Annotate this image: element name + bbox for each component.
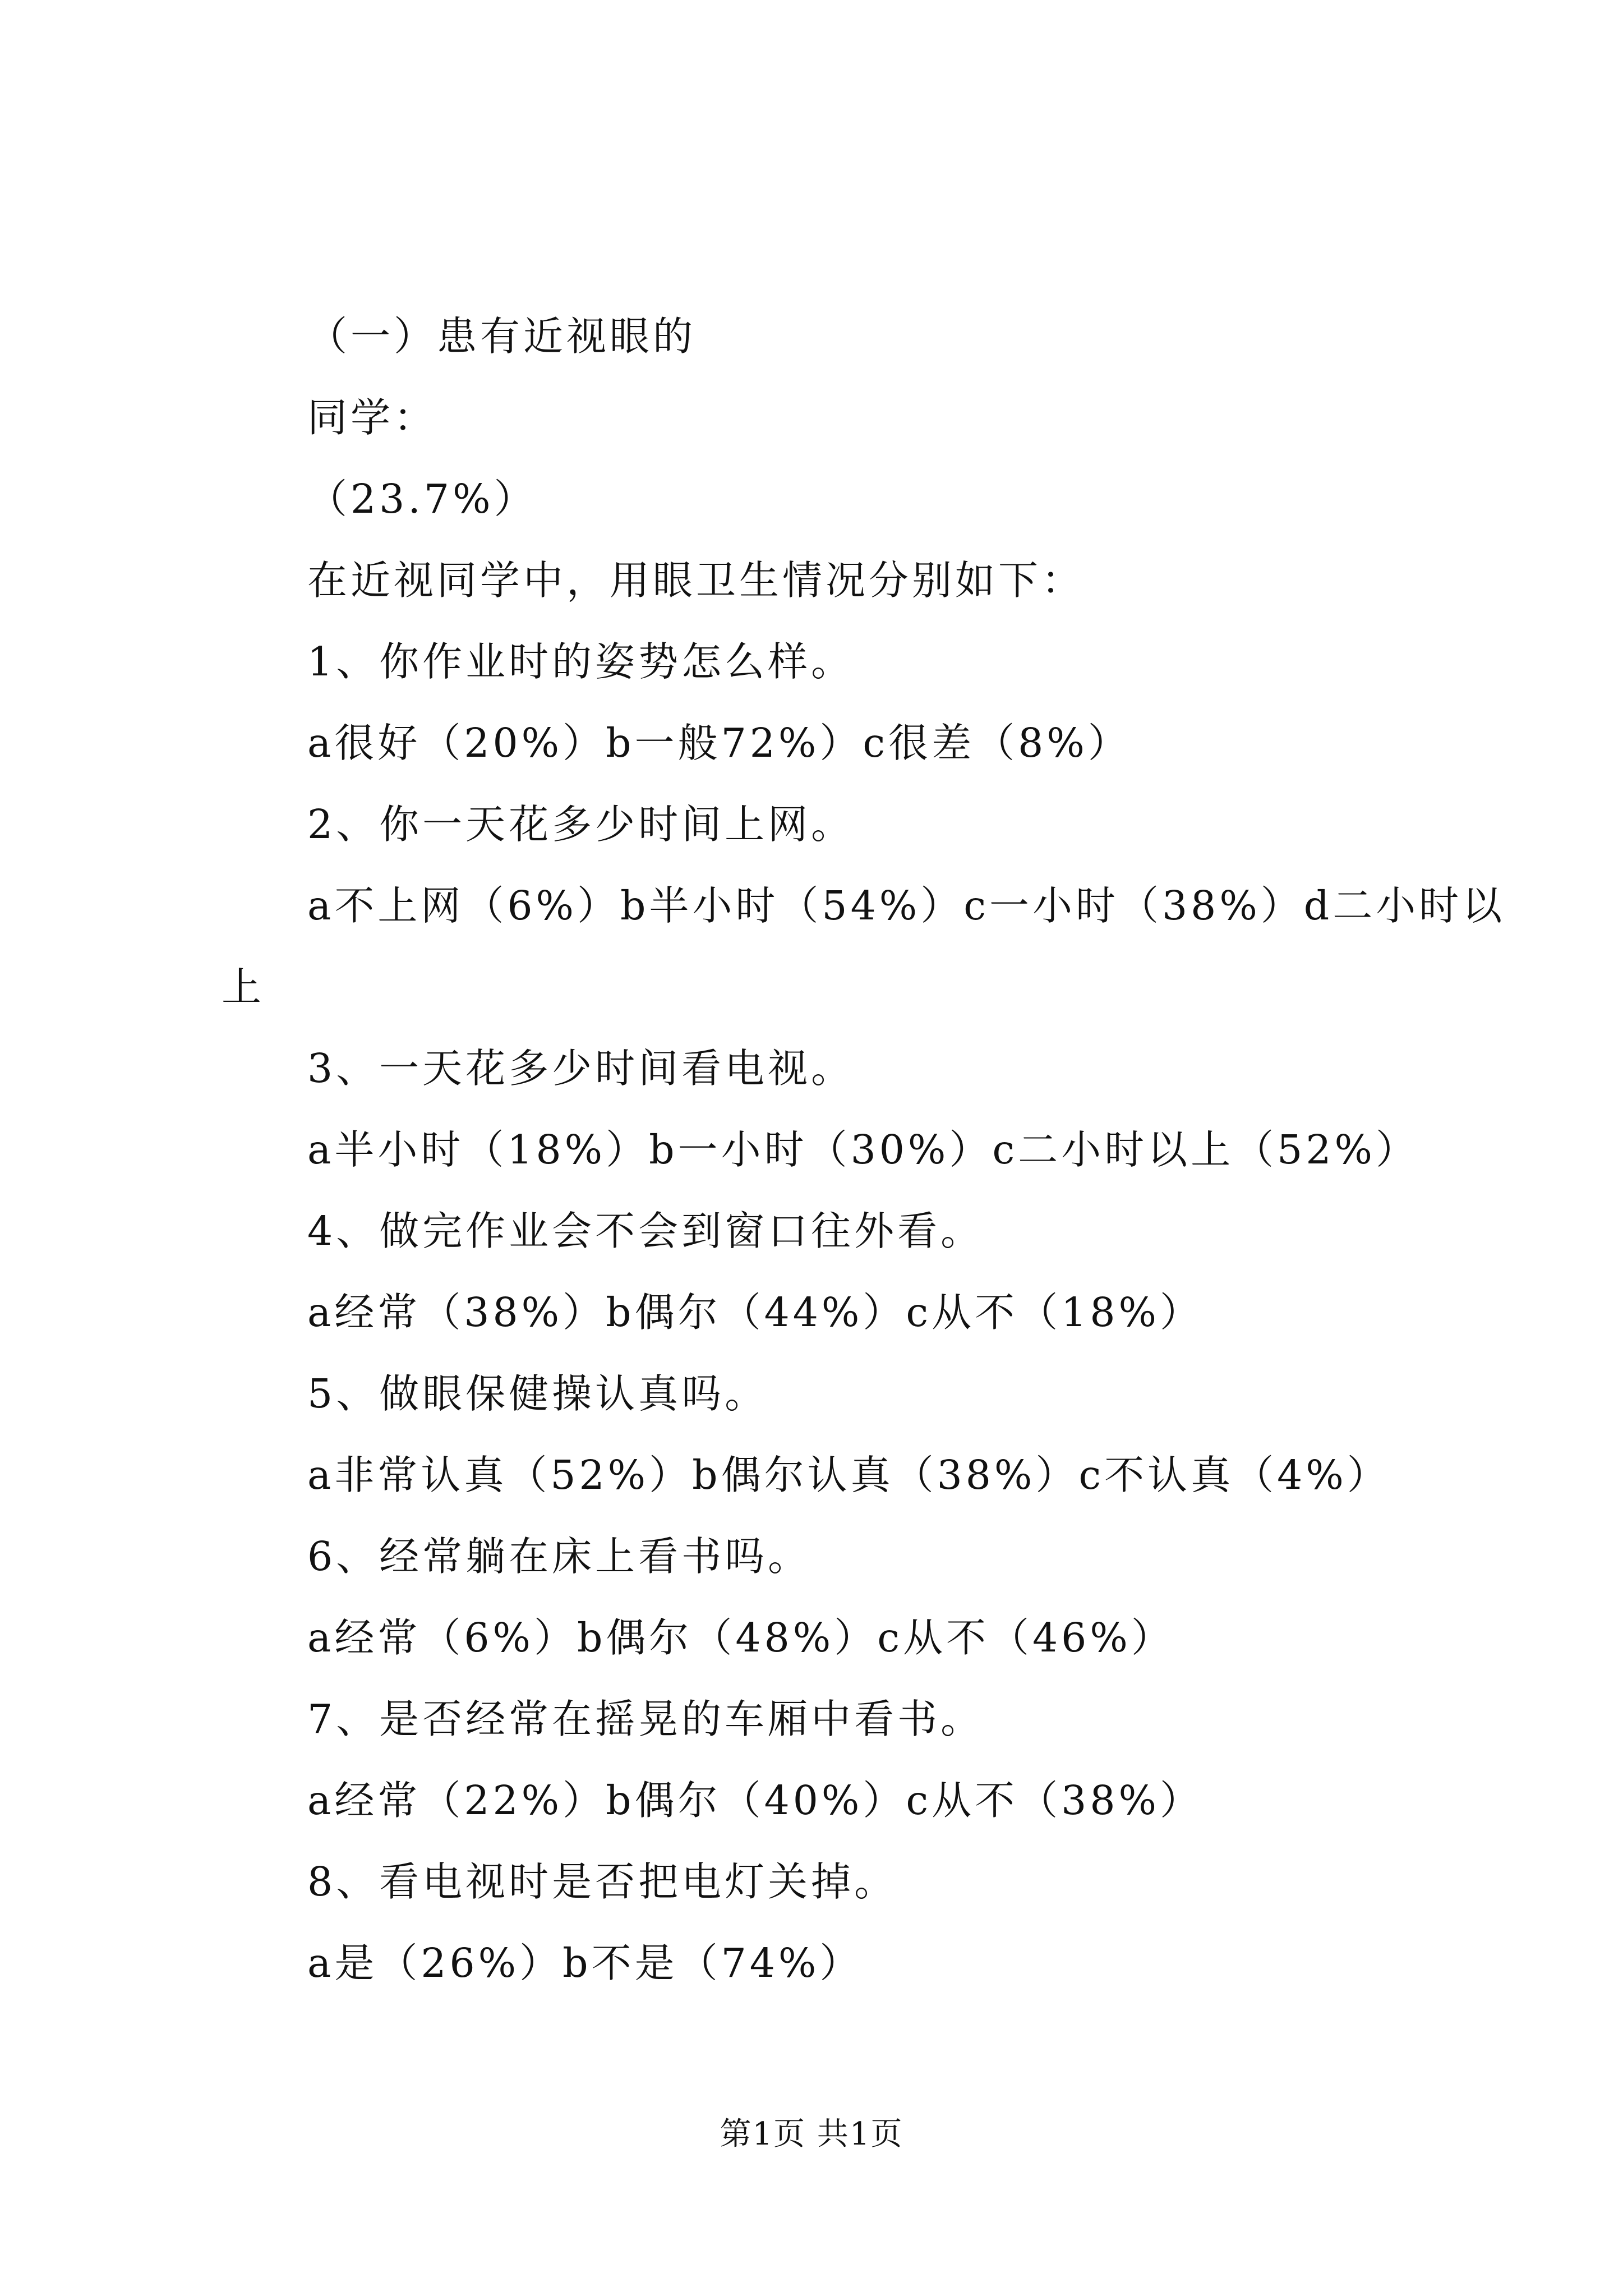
text-line: 同学：: [307, 394, 437, 441]
question-2: 2、你一天花多少时间上网。: [307, 801, 855, 848]
answer-5: a非常认真（52%）b偶尔认真（38%）c不认真（4%）: [307, 1452, 1390, 1498]
text-line: 在近视同学中，用眼卫生情况分别如下：: [307, 557, 1085, 604]
answer-2-continued: 上: [222, 964, 265, 1010]
answer-3: a半小时（18%）b一小时（30%）c二小时以上（52%）: [307, 1126, 1419, 1173]
question-6: 6、经常躺在床上看书吗。: [307, 1533, 811, 1580]
answer-4: a经常（38%）b偶尔（44%）c从不（18%）: [307, 1289, 1203, 1336]
answer-1: a很好（20%）b一般72%）c很差（8%）: [307, 720, 1131, 766]
answer-2: a不上网（6%）b半小时（54%）c一小时（38%）d二小时以: [307, 882, 1506, 929]
section-heading: （一）患有近视眼的: [307, 313, 697, 360]
answer-7: a经常（22%）b偶尔（40%）c从不（38%）: [307, 1777, 1203, 1824]
question-8: 8、看电视时是否把电灯关掉。: [307, 1858, 898, 1905]
page-footer: 第1页 共1页: [720, 2116, 903, 2152]
question-4: 4、做完作业会不会到窗口往外看。: [307, 1208, 984, 1254]
text-line: （23.7%）: [307, 476, 537, 522]
answer-8: a是（26%）b不是（74%）: [307, 1940, 863, 1986]
question-3: 3、一天花多少时间看电视。: [307, 1045, 855, 1092]
question-1: 1、你作业时的姿势怎么样。: [307, 638, 855, 685]
answer-6: a经常（6%）b偶尔（48%）c从不（46%）: [307, 1614, 1174, 1661]
question-7: 7、是否经常在摇晃的车厢中看书。: [307, 1696, 984, 1742]
question-5: 5、做眼保健操认真吗。: [307, 1370, 768, 1417]
